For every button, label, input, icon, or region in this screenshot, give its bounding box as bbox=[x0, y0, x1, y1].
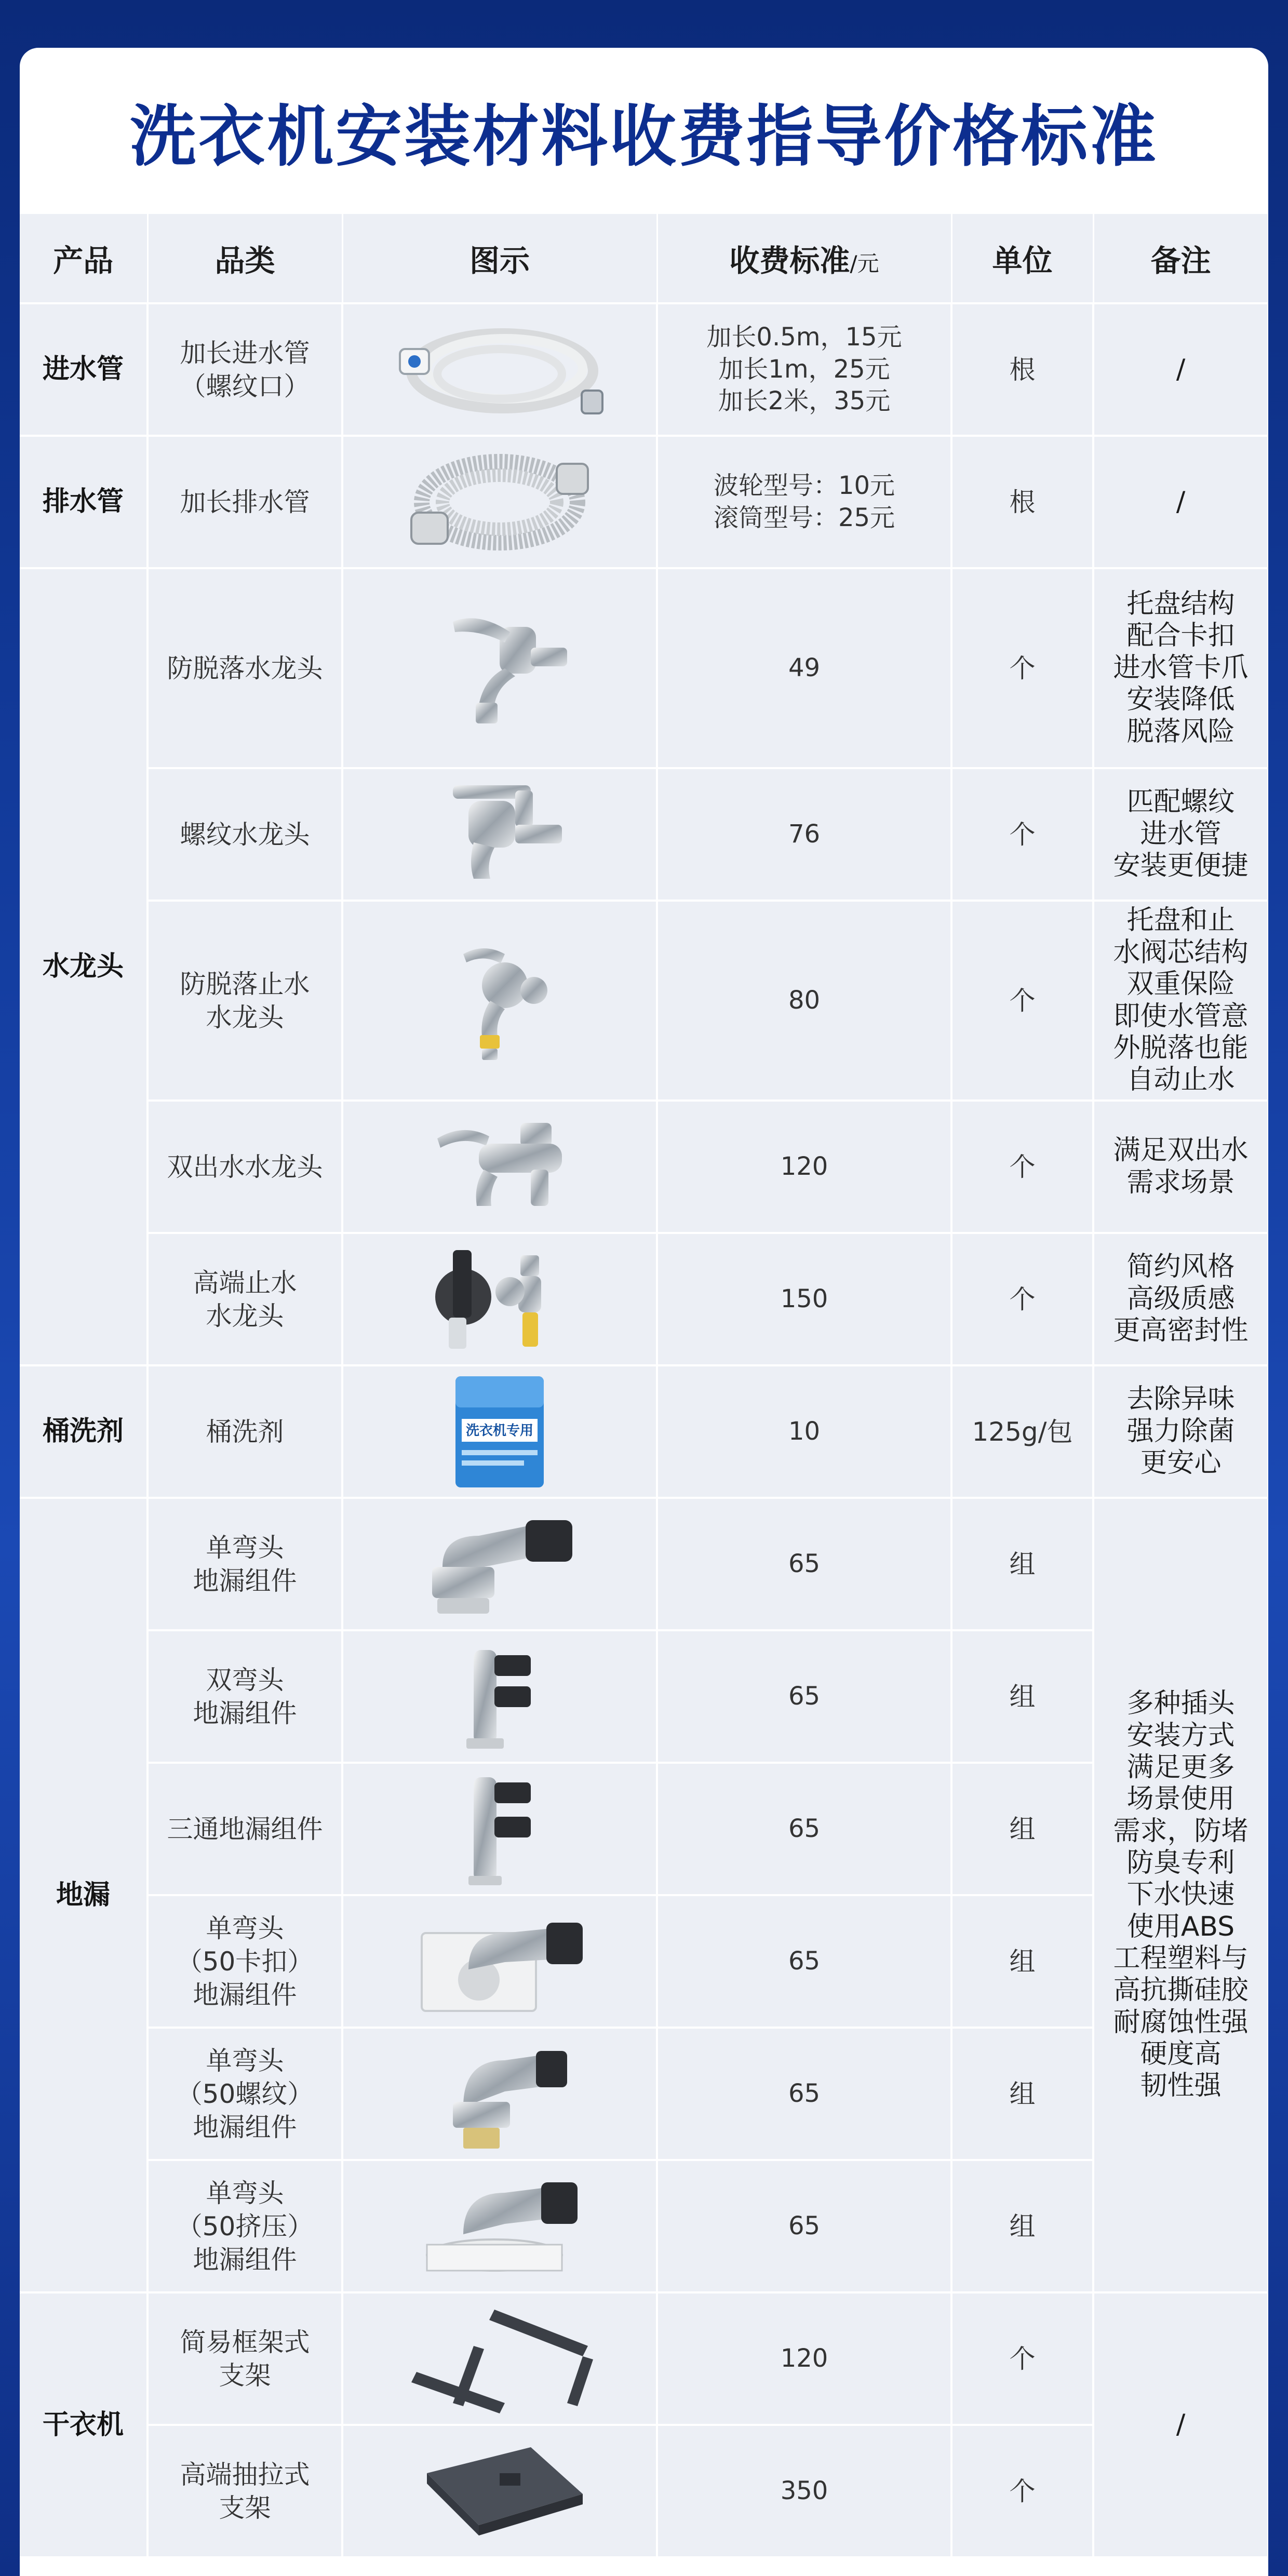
note-text: 托盘和止 水阀芯结构 双重保险 即使水管意 外脱落也能 自动止水 bbox=[1113, 905, 1249, 1096]
group-faucet: 水龙头 bbox=[20, 568, 147, 1365]
unit-cell: 个 bbox=[951, 901, 1093, 1101]
category-cell bbox=[147, 1365, 342, 1498]
image-cell bbox=[342, 303, 657, 436]
packet-label: 洗衣机专用 bbox=[465, 1423, 534, 1439]
header-note: 备注 bbox=[1093, 214, 1268, 303]
price-cell: 120 bbox=[657, 2292, 951, 2425]
pullout-bracket-icon bbox=[343, 2432, 656, 2551]
header-unit: 单位 bbox=[951, 214, 1093, 303]
unit-cell: 个 bbox=[951, 1101, 1093, 1233]
note-cell bbox=[1093, 436, 1268, 568]
header-price-label: 收费标准 bbox=[729, 243, 850, 278]
category-text: 防脱落止水 水龙头 bbox=[180, 969, 310, 1032]
price-cell: 120 bbox=[657, 1101, 951, 1233]
anti-drop-faucet-icon bbox=[343, 601, 656, 736]
table-row bbox=[20, 1233, 1268, 1365]
price-cell: 65 bbox=[657, 2160, 951, 2292]
category-text: 防脱落水龙头 bbox=[167, 653, 323, 683]
corrugated-drain-hose-icon bbox=[343, 445, 656, 559]
category-cell bbox=[147, 436, 342, 568]
note-cell bbox=[1093, 568, 1268, 768]
unit-cell: 组 bbox=[951, 2028, 1093, 2160]
image-cell bbox=[342, 2028, 657, 2160]
image-cell bbox=[342, 1895, 657, 2028]
image-cell bbox=[342, 1498, 657, 1630]
price-cell: 150 bbox=[657, 1233, 951, 1365]
price-cell: 65 bbox=[657, 1763, 951, 1895]
price-table bbox=[20, 214, 1268, 2558]
category-cell bbox=[147, 1101, 342, 1233]
price-cell: 10 bbox=[657, 1365, 951, 1498]
note-text: 多种插头 安装方式 满足更多 场景使用 需求，防堵 防臭专利 下水快速 使用ABS 工程塑料与 高抗撕硅胶 耐腐蚀性强 硬度高 韧性强 bbox=[1113, 1688, 1249, 2102]
image-cell bbox=[342, 1101, 657, 1233]
category-cell bbox=[147, 768, 342, 901]
press-drain-icon bbox=[343, 2167, 656, 2286]
table-row bbox=[20, 568, 1268, 768]
price-cell: 76 bbox=[657, 768, 951, 901]
thread-drain-icon bbox=[343, 2034, 656, 2154]
price-cell: 65 bbox=[657, 1498, 951, 1630]
header-price-unit: /元 bbox=[850, 251, 879, 276]
category-text: 三通地漏组件 bbox=[167, 1814, 323, 1844]
category-text: 单弯头 （50挤压） 地漏组件 bbox=[176, 2178, 314, 2275]
table-row bbox=[20, 2425, 1268, 2557]
single-elbow-drain-icon bbox=[343, 1505, 656, 1624]
group-drain: 排水管 bbox=[20, 436, 147, 568]
category-cell bbox=[147, 2028, 342, 2160]
table-header-row bbox=[20, 214, 1268, 303]
anti-drop-stop-faucet-icon bbox=[343, 933, 656, 1068]
category-cell bbox=[147, 901, 342, 1101]
threaded-faucet-icon bbox=[343, 775, 656, 894]
unit-cell: 个 bbox=[951, 2292, 1093, 2425]
table-row bbox=[20, 1365, 1268, 1498]
table-row bbox=[20, 2160, 1268, 2292]
header-image: 图示 bbox=[342, 214, 657, 303]
category-cell bbox=[147, 2160, 342, 2292]
note-cell bbox=[1093, 768, 1268, 901]
image-cell bbox=[342, 436, 657, 568]
price-card bbox=[20, 48, 1268, 2576]
image-cell bbox=[342, 1233, 657, 1365]
category-cell bbox=[147, 1763, 342, 1895]
category-text: 单弯头 （50螺纹） 地漏组件 bbox=[176, 2045, 314, 2142]
unit-cell: 根 bbox=[951, 436, 1093, 568]
group-cleaner: 桶洗剂 bbox=[20, 1365, 147, 1498]
unit-cell: 组 bbox=[951, 1763, 1093, 1895]
group-dryer: 干衣机 bbox=[20, 2292, 147, 2557]
category-cell bbox=[147, 1498, 342, 1630]
category-cell bbox=[147, 1233, 342, 1365]
note-text: / bbox=[1176, 486, 1186, 517]
note-cell bbox=[1093, 901, 1268, 1101]
price-cell: 49 bbox=[657, 568, 951, 768]
dryer-note-cell: / bbox=[1093, 2292, 1268, 2557]
note-cell bbox=[1093, 1365, 1268, 1498]
note-text: 简约风格 高级质感 更高密封性 bbox=[1113, 1251, 1249, 1347]
unit-cell: 个 bbox=[951, 768, 1093, 901]
unit-cell: 组 bbox=[951, 2160, 1093, 2292]
image-cell bbox=[342, 1365, 657, 1498]
price-text: 加长0.5m，15元 加长1m，25元 加长2米，35元 bbox=[706, 323, 902, 416]
unit-cell: 组 bbox=[951, 1498, 1093, 1630]
price-text: 波轮型号：10元 滚筒型号：25元 bbox=[713, 471, 895, 532]
unit-cell: 根 bbox=[951, 303, 1093, 436]
note-text: 去除异味 强力除菌 更安心 bbox=[1126, 1384, 1235, 1479]
category-text: 加长排水管 bbox=[180, 487, 310, 517]
note-cell bbox=[1093, 1101, 1268, 1233]
category-text: 桶洗剂 bbox=[206, 1416, 284, 1447]
price-cell: 350 bbox=[657, 2425, 951, 2557]
category-cell bbox=[147, 2425, 342, 2557]
table-row bbox=[20, 1763, 1268, 1895]
price-cell: 65 bbox=[657, 1895, 951, 2028]
table-row bbox=[20, 768, 1268, 901]
price-cell: 65 bbox=[657, 1630, 951, 1763]
category-text: 双出水水龙头 bbox=[167, 1151, 323, 1182]
image-cell bbox=[342, 901, 657, 1101]
category-cell bbox=[147, 568, 342, 768]
table-row bbox=[20, 436, 1268, 568]
header-price bbox=[657, 214, 951, 303]
category-text: 加长进水管 （螺纹口） bbox=[180, 338, 310, 401]
price-cell: 65 bbox=[657, 2028, 951, 2160]
table-row bbox=[20, 303, 1268, 436]
table-row bbox=[20, 1630, 1268, 1763]
table-row bbox=[20, 1498, 1268, 1630]
unit-cell: 组 bbox=[951, 1895, 1093, 2028]
price-cell bbox=[657, 436, 951, 568]
image-cell bbox=[342, 768, 657, 901]
unit-cell: 个 bbox=[951, 1233, 1093, 1365]
double-elbow-drain-icon bbox=[343, 1634, 656, 1759]
category-text: 简易框架式 支架 bbox=[180, 2327, 310, 2391]
coiled-white-hose-icon bbox=[343, 313, 656, 427]
note-cell bbox=[1093, 1233, 1268, 1365]
tub-cleaner-packet-icon bbox=[343, 1372, 656, 1492]
note-text: 满足双出水 需求场景 bbox=[1113, 1135, 1249, 1198]
category-cell bbox=[147, 303, 342, 436]
unit-cell: 125g/包 bbox=[951, 1365, 1093, 1498]
header-product: 产品 bbox=[20, 214, 147, 303]
category-text: 高端止水 水龙头 bbox=[193, 1267, 297, 1331]
table-row bbox=[20, 1101, 1268, 1233]
image-cell bbox=[342, 2160, 657, 2292]
category-text: 单弯头 （50卡扣） 地漏组件 bbox=[176, 1913, 314, 2010]
clip-drain-icon bbox=[343, 1902, 656, 2021]
image-cell bbox=[342, 2425, 657, 2557]
note-text: / bbox=[1176, 353, 1186, 385]
unit-cell: 个 bbox=[951, 2425, 1093, 2557]
note-text: 匹配螺纹 进水管 安装更便捷 bbox=[1113, 786, 1249, 882]
note-text: 托盘结构 配合卡扣 进水管卡爪 安装降低 脱落风险 bbox=[1113, 588, 1249, 747]
tee-drain-icon bbox=[343, 1767, 656, 1891]
image-cell bbox=[342, 2292, 657, 2425]
category-cell bbox=[147, 1630, 342, 1763]
table-row bbox=[20, 901, 1268, 1101]
category-cell bbox=[147, 1895, 342, 2028]
simple-frame-bracket-icon bbox=[343, 2299, 656, 2419]
page-title: 洗衣机安装材料收费指导价格标准 bbox=[129, 98, 1158, 176]
image-cell bbox=[342, 568, 657, 768]
price-cell: 80 bbox=[657, 901, 951, 1101]
group-inlet: 进水管 bbox=[20, 303, 147, 436]
note-cell bbox=[1093, 303, 1268, 436]
image-cell bbox=[342, 1630, 657, 1763]
dual-outlet-faucet-icon bbox=[343, 1107, 656, 1227]
price-cell bbox=[657, 303, 951, 436]
category-text: 双弯头 地漏组件 bbox=[193, 1665, 297, 1728]
category-text: 单弯头 地漏组件 bbox=[193, 1532, 297, 1596]
unit-cell: 个 bbox=[951, 568, 1093, 768]
unit-cell: 组 bbox=[951, 1630, 1093, 1763]
category-cell bbox=[147, 2292, 342, 2425]
floor-drain-note-cell bbox=[1093, 1498, 1268, 2292]
group-floor-drain: 地漏 bbox=[20, 1498, 147, 2292]
header-category: 品类 bbox=[147, 214, 342, 303]
table-row bbox=[20, 2028, 1268, 2160]
table-row bbox=[20, 2292, 1268, 2425]
image-cell bbox=[342, 1763, 657, 1895]
premium-stop-faucet-icon bbox=[343, 1240, 656, 1359]
category-text: 高端抽拉式 支架 bbox=[180, 2459, 310, 2523]
table-row bbox=[20, 1895, 1268, 2028]
category-text: 螺纹水龙头 bbox=[180, 819, 310, 850]
